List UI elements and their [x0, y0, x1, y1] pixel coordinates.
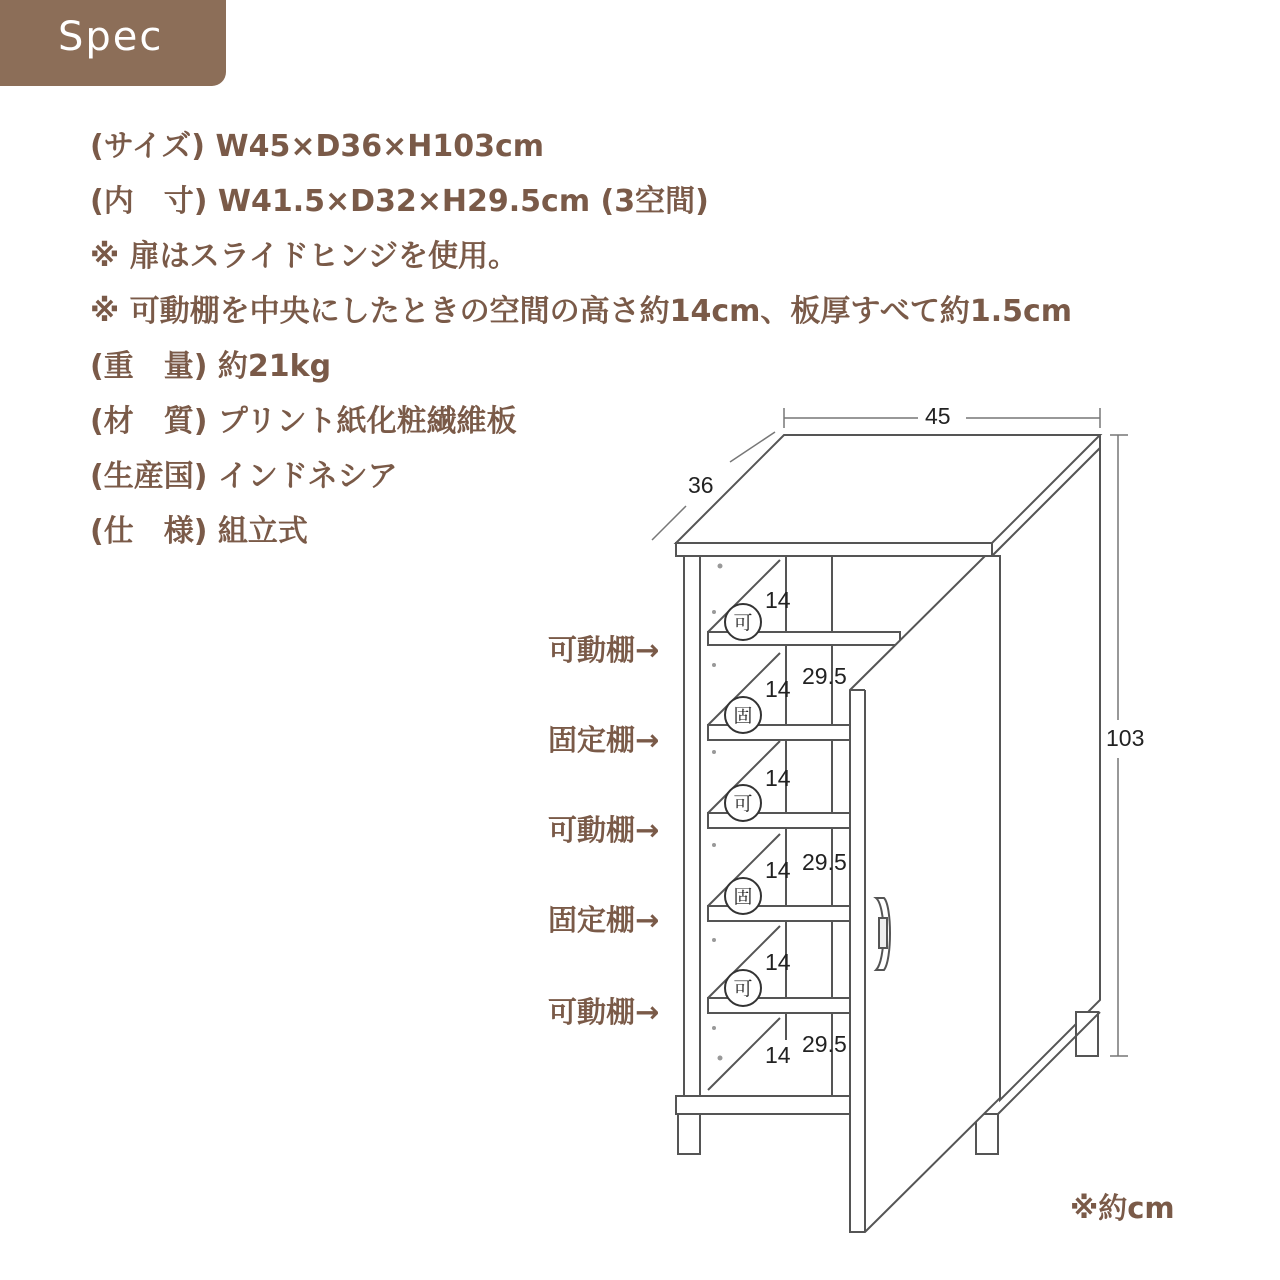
spec-row-note-shelf: ※ 可動棚を中央にしたときの空間の高さ約14cm、板厚すべて約1.5cm [90, 294, 1073, 329]
dim-inner-2: 29.5 [802, 849, 847, 875]
unit-note: ※約cm [1070, 1191, 1175, 1225]
spec-row-assembly: (仕 様) 組立式 [90, 514, 308, 549]
dim-gap-6: 14 [765, 1042, 791, 1068]
shelf-marks [725, 604, 761, 1006]
spec-row-size: (サイズ) W45×D36×H103cm [90, 129, 545, 164]
spec-row-material: (材 質) プリント紙化粧繊維板 [90, 404, 517, 439]
leg-front-left [678, 1114, 700, 1154]
dim-gap-5: 14 [765, 949, 791, 975]
shelf-mark-1: 可 [733, 612, 753, 634]
dim-width: 45 [925, 403, 951, 429]
shelf-label-2: 固定棚→ [548, 723, 660, 757]
shelf-mark-4: 固 [733, 886, 753, 908]
dim-depth: 36 [688, 472, 714, 498]
shelf-label-4: 固定棚→ [548, 903, 660, 937]
spec-title: Spec [58, 14, 164, 60]
shelf-mark-3: 可 [733, 793, 753, 815]
left-side-panel [684, 556, 700, 1096]
dim-height: 103 [1106, 725, 1145, 751]
dim-gap-3: 14 [765, 765, 791, 791]
dim-inner-3: 29.5 [802, 1031, 847, 1057]
bottom-board [676, 1096, 852, 1114]
spec-row-note-hinge: ※ 扉はスライドヒンジを使用。 [90, 239, 518, 274]
spec-row-weight: (重 量) 約21kg [90, 349, 332, 384]
leg-front-right [976, 1114, 998, 1154]
dim-gap-1: 14 [765, 587, 791, 613]
shelf-label-5: 可動棚→ [548, 995, 660, 1029]
shelf-mark-2: 固 [733, 705, 753, 727]
shelf-label-1: 可動棚→ [548, 633, 660, 667]
spec-row-origin: (生産国) インドネシア [90, 459, 398, 494]
right-side-panel [992, 448, 1100, 1100]
top-board-front [676, 543, 992, 556]
spec-row-inner-size: (内 寸) W41.5×D32×H29.5cm (3空間) [90, 184, 709, 219]
dim-inner-1: 29.5 [802, 663, 847, 689]
dim-gap-2: 14 [765, 676, 791, 702]
shelf-mark-5: 可 [733, 978, 753, 1000]
shelf-label-3: 可動棚→ [548, 813, 660, 847]
dim-gap-4: 14 [765, 857, 791, 883]
